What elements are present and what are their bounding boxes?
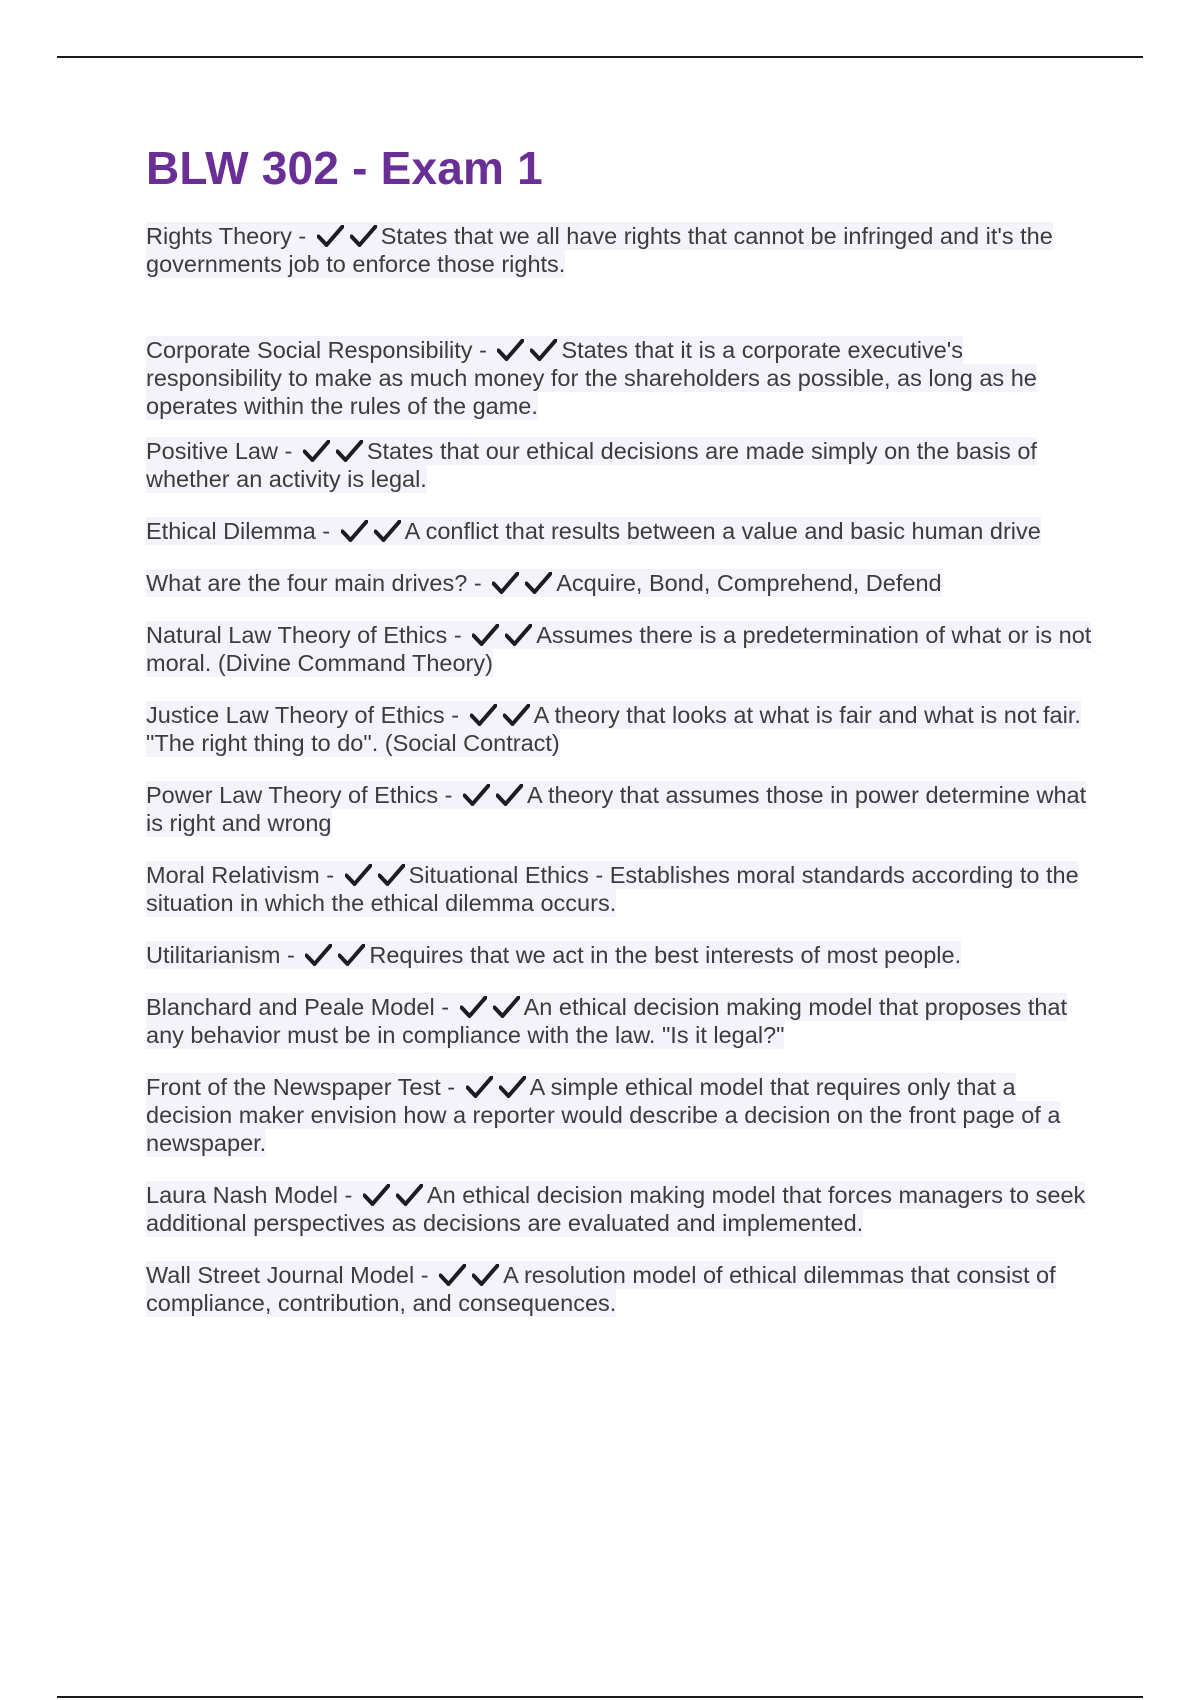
- check-mark-icon: [472, 1264, 499, 1286]
- check-marks: [439, 1261, 501, 1289]
- entry-highlight: [146, 781, 1086, 837]
- entry-definition: A theory that looks at what is fair and what is not fair. "The right thing to do". (Social Contract): [146, 702, 1081, 756]
- bottom-rule: [57, 1696, 1143, 1698]
- entry-term: Laura Nash Model -: [146, 1182, 359, 1208]
- check-marks: [460, 993, 522, 1021]
- entry-term: Positive Law -: [146, 438, 299, 464]
- definition-entry: [146, 861, 1096, 917]
- check-marks: [341, 517, 403, 545]
- definition-entry: [146, 993, 1096, 1049]
- page-title: BLW 302 - Exam 1: [146, 142, 543, 194]
- definition-entry: [146, 336, 1096, 420]
- check-mark-icon: [525, 572, 552, 594]
- definition-entry: [146, 1181, 1096, 1237]
- entry-term: Justice Law Theory of Ethics -: [146, 702, 466, 728]
- entry-term: Blanchard and Peale Model -: [146, 994, 456, 1020]
- entry-highlight: [146, 1181, 1085, 1237]
- entry-highlight: [146, 621, 1091, 677]
- entry-term: Wall Street Journal Model -: [146, 1262, 436, 1288]
- entry-highlight: [146, 569, 942, 597]
- check-mark-icon: [530, 339, 557, 361]
- definition-entry: [146, 701, 1096, 757]
- check-mark-icon: [363, 1184, 390, 1206]
- entry-highlight: [146, 861, 1079, 917]
- top-rule: [57, 56, 1143, 58]
- definition-entry: [146, 222, 1096, 278]
- check-marks: [492, 569, 554, 597]
- check-marks: [472, 621, 534, 649]
- entry-term: Natural Law Theory of Ethics -: [146, 622, 469, 648]
- entry-highlight: [146, 941, 961, 969]
- definition-entry: [146, 1261, 1096, 1317]
- entry-highlight: [146, 222, 1053, 278]
- check-mark-icon: [341, 520, 368, 542]
- entry-term: Power Law Theory of Ethics -: [146, 782, 460, 808]
- check-mark-icon: [505, 624, 532, 646]
- definition-entry: [146, 781, 1096, 837]
- entry-term: Utilitarianism -: [146, 942, 302, 968]
- check-mark-icon: [439, 1264, 466, 1286]
- entry-definition: An ethical decision making model that forces managers to seek additional perspectives as decisions are evaluated and implemented.: [146, 1182, 1086, 1236]
- check-mark-icon: [499, 1076, 526, 1098]
- check-mark-icon: [493, 996, 520, 1018]
- check-mark-icon: [336, 440, 363, 462]
- entry-highlight: [146, 336, 1037, 420]
- entry-term: Front of the Newspaper Test -: [146, 1074, 462, 1100]
- check-mark-icon: [345, 864, 372, 886]
- definition-entry: [146, 1073, 1096, 1157]
- entry-term: Moral Relativism -: [146, 862, 341, 888]
- entry-highlight: [146, 701, 1081, 757]
- check-mark-icon: [463, 784, 490, 806]
- entry-highlight: [146, 517, 1041, 545]
- check-marks: [317, 222, 379, 250]
- entry-definition: A resolution model of ethical dilemmas that consist of compliance, contribution, and consequences.: [146, 1262, 1056, 1316]
- definition-entry: [146, 437, 1096, 493]
- check-marks: [345, 861, 407, 889]
- entry-list: [146, 222, 1096, 1317]
- entry-term: Rights Theory -: [146, 223, 313, 249]
- check-mark-icon: [496, 784, 523, 806]
- entry-definition: A simple ethical model that requires only that a decision maker envision how a reporter would describe a decision on the front page of a newspaper.: [146, 1074, 1061, 1156]
- entry-term: Ethical Dilemma -: [146, 518, 337, 544]
- check-mark-icon: [350, 225, 377, 247]
- entry-definition: Requires that we act in the best interests of most people.: [369, 942, 962, 968]
- check-marks: [463, 781, 525, 809]
- check-mark-icon: [472, 624, 499, 646]
- check-mark-icon: [396, 1184, 423, 1206]
- check-mark-icon: [338, 944, 365, 966]
- entry-definition: A theory that assumes those in power determine what is right and wrong: [146, 782, 1087, 836]
- entry-definition: Assumes there is a predetermination of what or is not moral. (Divine Command Theory): [146, 622, 1092, 676]
- entry-highlight: [146, 437, 1037, 493]
- check-mark-icon: [497, 339, 524, 361]
- check-mark-icon: [305, 944, 332, 966]
- entry-definition: Acquire, Bond, Comprehend, Defend: [556, 570, 942, 596]
- check-mark-icon: [374, 520, 401, 542]
- definition-entry: [146, 569, 1096, 597]
- entry-definition: States that our ethical decisions are made simply on the basis of whether an activity is legal.: [146, 438, 1037, 492]
- entry-highlight: [146, 993, 1067, 1049]
- entry-highlight: [146, 1261, 1056, 1317]
- check-mark-icon: [460, 996, 487, 1018]
- check-mark-icon: [303, 440, 330, 462]
- check-marks: [303, 437, 365, 465]
- check-mark-icon: [378, 864, 405, 886]
- document-body: [146, 140, 1096, 1317]
- entry-term: What are the four main drives? -: [146, 570, 489, 596]
- entry-highlight: [146, 1073, 1060, 1157]
- definition-entry: [146, 621, 1096, 677]
- entry-definition: States that it is a corporate executive's responsibility to make as much money for the shareholders as possible, as long as he operates within the rules of the game.: [146, 337, 1037, 419]
- check-mark-icon: [470, 704, 497, 726]
- check-mark-icon: [492, 572, 519, 594]
- check-mark-icon: [317, 225, 344, 247]
- check-mark-icon: [466, 1076, 493, 1098]
- check-marks: [466, 1073, 528, 1101]
- entry-definition: Situational Ethics - Establishes moral standards according to the situation in which the ethical dilemma occurs.: [146, 862, 1079, 916]
- entry-definition: States that we all have rights that cannot be infringed and it's the governments job to enforce those rights.: [146, 223, 1053, 277]
- definition-entry: [146, 941, 1096, 969]
- definition-entry: [146, 517, 1096, 545]
- check-marks: [470, 701, 532, 729]
- entry-term: Corporate Social Responsibility -: [146, 337, 494, 363]
- check-marks: [305, 941, 367, 969]
- check-marks: [363, 1181, 425, 1209]
- check-marks: [497, 336, 559, 364]
- entry-definition: A conflict that results between a value and basic human drive: [404, 518, 1041, 544]
- check-mark-icon: [503, 704, 530, 726]
- entry-definition: An ethical decision making model that proposes that any behavior must be in compliance with the law. "Is it legal?": [146, 994, 1068, 1048]
